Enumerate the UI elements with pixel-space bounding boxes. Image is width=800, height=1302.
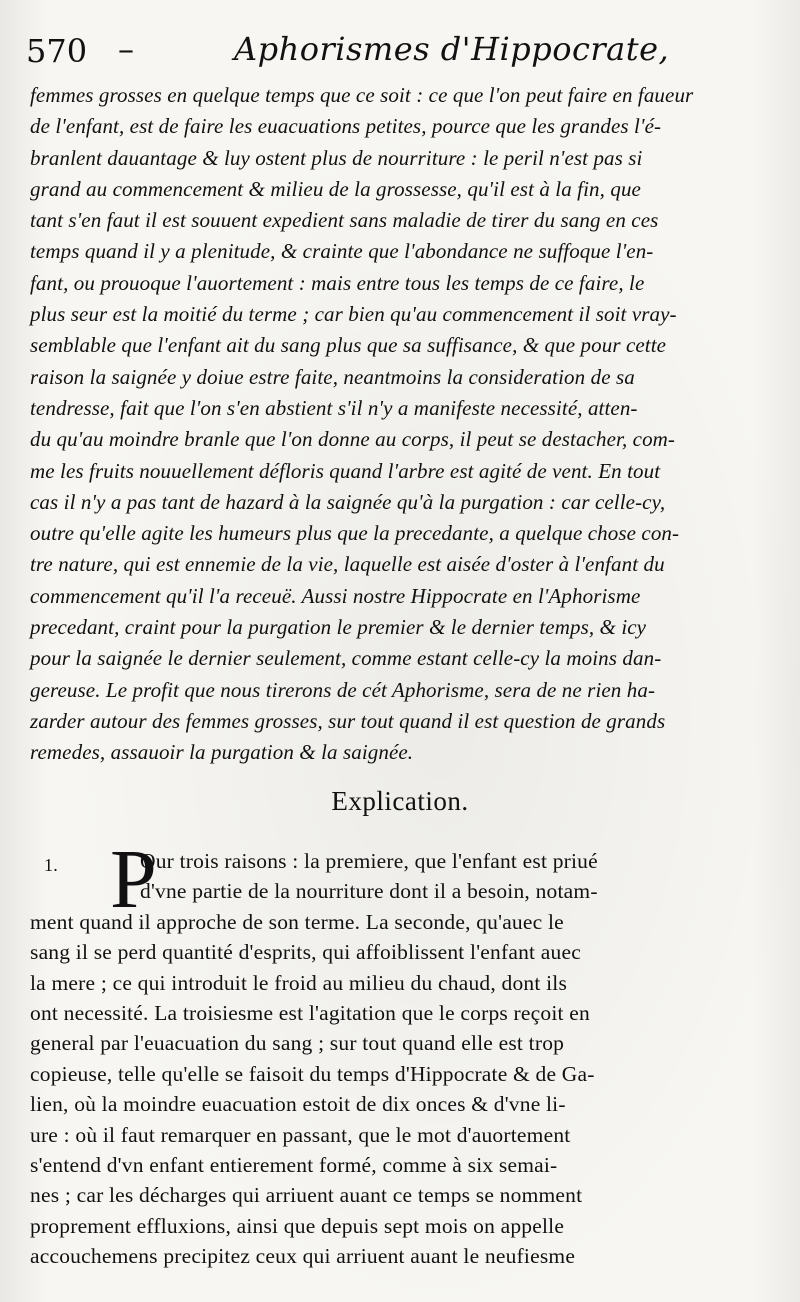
text-line: outre qu'elle agite les humeurs plus que la precedante, a quelque chose con- <box>30 521 680 546</box>
text-line: femmes grosses en quelque temps que ce soit : ce que l'on peut faire en faueur <box>30 83 694 107</box>
text-line: gereuse. Le profit que nous tirerons de cét Aphorisme, sera de ne rien ha- <box>30 677 656 702</box>
text-line: de l'enfant, est de faire les euacuations petites, pource que les grandes l'é- <box>30 114 662 139</box>
text-line: du qu'au moindre branle que l'on donne au corps, il peut se destacher, com- <box>30 427 676 452</box>
text-line: proprement effluxions, ainsi que depuis sept mois on appelle <box>30 1213 565 1238</box>
section-heading: Explication. <box>331 786 469 816</box>
text-line: pour la saignée le dernier seulement, comme estant celle-cy la moins dan- <box>30 646 662 671</box>
text-line: raison la saignée y doiue estre faite, neantmoins la consideration de sa <box>30 364 635 389</box>
text-line: grand au commencement & milieu de la grossesse, qu'il est à la fin, que <box>30 176 641 201</box>
text-line: la mere ; ce qui introduit le froid au milieu du chaud, dont ils <box>30 970 568 995</box>
explication-paragraph <box>30 833 770 1271</box>
text-line: sang il se perd quantité d'esprits, qui affoiblissent l'enfant auec <box>30 940 581 965</box>
text-line: d'vne partie de la nourriture dont il a besoin, notam- <box>140 879 598 904</box>
text-line: remedes, assauoir la purgation & la saignée. <box>30 740 414 765</box>
text-line: nes ; car les décharges qui arriuent auant ce temps se nomment <box>30 1183 583 1208</box>
running-head-dash: – <box>118 30 134 68</box>
text-line: s'entend d'vn enfant entierement formé, comme à six semai- <box>30 1152 558 1177</box>
text-line: tant s'en faut il est souuent expedient sans maladie de tirer du sang en ces <box>30 208 659 233</box>
text-line: cas il n'y a pas tant de hazard à la saignée qu'à la purgation : car celle-cy, <box>30 489 666 514</box>
paragraph-number: 1. <box>44 855 58 875</box>
text-line: tendresse, fait que l'on s'en abstient s'il n'y a manifeste necessité, atten- <box>30 395 638 420</box>
text-line: semblable que l'enfant ait du sang plus que sa suffisance, & que pour cette <box>30 333 667 358</box>
running-head-title: Aphorismes d'Hippocrate, <box>234 30 670 68</box>
page-number: 570 <box>26 32 88 70</box>
text-line: general par l'euacuation du sang ; sur tout quand elle est trop <box>30 1031 565 1056</box>
text-line: temps quand il y a plenitude, & crainte que l'abondance ne suffoque l'en- <box>30 239 654 264</box>
text-line: fant, ou prouoque l'auortement : mais entre tous les temps de ce faire, le <box>30 270 645 295</box>
text-line: commencement qu'il l'a receuë. Aussi nostre Hippocrate en l'Aphorisme <box>30 583 641 608</box>
text-line: ure : où il faut remarquer en passant, que le mot d'auortement <box>30 1122 571 1147</box>
text-line: plus seur est la moitié du terme ; car bien qu'au commencement il soit vray- <box>30 302 677 327</box>
drop-cap: P <box>110 833 157 926</box>
aphorism-commentary <box>30 80 766 769</box>
text-line: branlent dauantage & luy ostent plus de nourriture : le peril n'est pas si <box>30 145 643 170</box>
text-line: ont necessité. La troisiesme est l'agitation que le corps reçoit en <box>30 1000 590 1025</box>
text-line: tre nature, qui est ennemie de la vie, laquelle est aisée d'oster à l'enfant du <box>30 552 665 577</box>
text-line: lien, où la moindre euacuation estoit de dix onces & d'vne li- <box>30 1092 566 1117</box>
text-line: precedant, craint pour la purgation le premier & le dernier temps, & icy <box>30 615 647 640</box>
text-line: zarder autour des femmes grosses, sur tout quand il est question de grands <box>30 708 666 733</box>
text-line: Our trois raisons : la premiere, que l'enfant est priué <box>140 849 598 873</box>
text-line: copieuse, telle qu'elle se faisoit du temps d'Hippocrate & de Ga- <box>30 1061 595 1086</box>
text-line: accouchemens precipitez ceux qui arriuent auant le neufiesme <box>30 1244 576 1269</box>
running-head <box>22 28 780 76</box>
text-line: me les fruits nouuellement défloris quand l'arbre est agité de vent. En tout <box>30 458 661 483</box>
text-line: ment quand il approche de son terme. La seconde, qu'auec le <box>30 909 564 934</box>
